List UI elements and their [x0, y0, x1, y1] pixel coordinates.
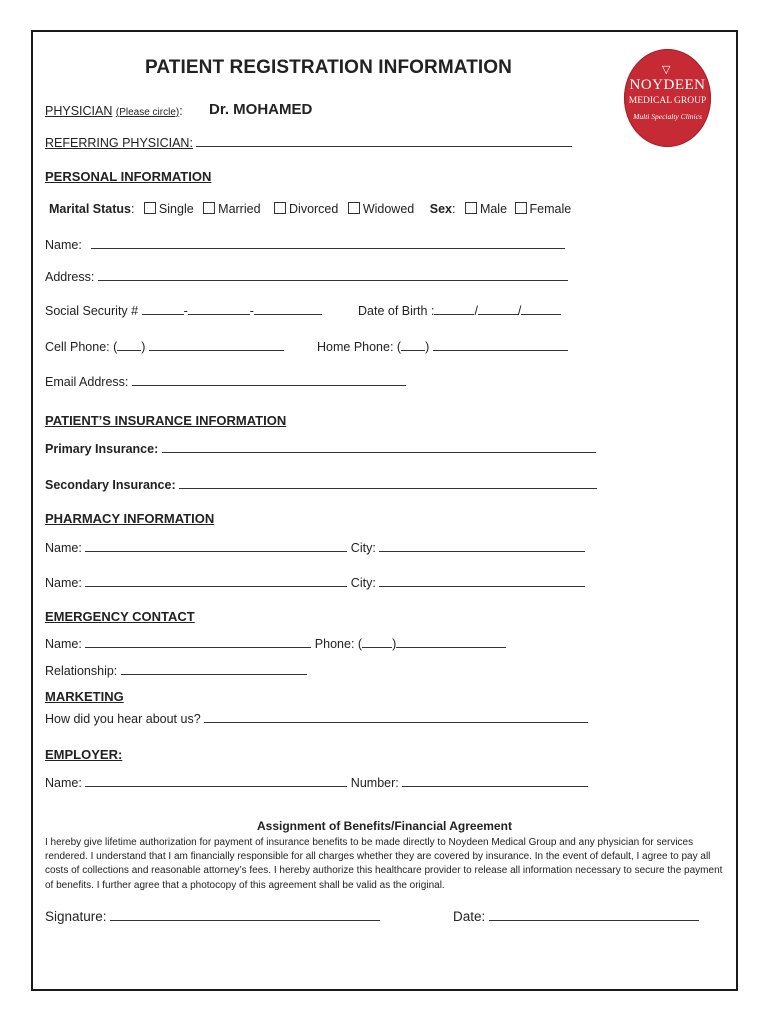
home-area-code[interactable]	[401, 338, 425, 351]
emergency-name-field[interactable]	[85, 635, 311, 648]
dob-row: Date of Birth : / /	[358, 302, 561, 318]
referring-field[interactable]	[196, 134, 572, 147]
secondary-insurance-field[interactable]	[179, 476, 597, 489]
secondary-insurance-label: Secondary Insurance:	[45, 478, 176, 492]
marketing-question: How did you hear about us?	[45, 712, 201, 726]
dob-label: Date of Birth :	[358, 304, 435, 318]
single-option: Single	[158, 202, 194, 216]
male-option: Male	[479, 202, 508, 216]
dob-day[interactable]	[478, 302, 518, 315]
pharmacy-heading: PHARMACY INFORMATION	[45, 511, 215, 526]
physician-name[interactable]: Dr. MOHAMED	[209, 101, 313, 118]
ssn-row: Social Security # - -	[45, 302, 322, 318]
dob-year[interactable]	[521, 302, 561, 315]
employer-number-field[interactable]	[402, 774, 588, 787]
physician-note: (Please circle)	[115, 107, 180, 118]
address-row	[45, 268, 568, 284]
marital-row: Marital Status: Single Married Divorced Widowed Sex: Male Female	[49, 202, 572, 216]
pharmacy-name-field-2[interactable]	[85, 574, 347, 587]
cell-area-code[interactable]	[117, 338, 141, 351]
relationship-label: Relationship:	[45, 664, 118, 678]
emergency-name-label: Name:	[45, 637, 82, 651]
ssn-field-2[interactable]	[188, 302, 250, 315]
physician-label: PHYSICIAN	[45, 104, 113, 118]
pharmacy-name-label-2: Name:	[45, 576, 82, 590]
cell-number[interactable]	[149, 338, 284, 351]
signature-row	[45, 908, 380, 924]
dob-month[interactable]	[434, 302, 474, 315]
logo-mark-icon: ▽	[662, 64, 671, 76]
logo-line3: Multi Specialty Clinics	[633, 112, 702, 121]
emergency-heading: EMERGENCY CONTACT	[45, 609, 195, 624]
employer-row	[45, 774, 588, 790]
pharmacy-city-label-1: City:	[350, 541, 376, 555]
referring-label: REFERRING PHYSICIAN:	[45, 136, 193, 150]
logo-line2: MEDICAL GROUP	[628, 96, 707, 106]
secondary-insurance-row	[45, 476, 597, 492]
female-option: Female	[529, 202, 572, 216]
employer-name-label: Name:	[45, 776, 82, 790]
employer-number-label: Number:	[350, 776, 399, 790]
marketing-field[interactable]	[204, 710, 588, 723]
widowed-checkbox[interactable]	[348, 202, 360, 214]
female-checkbox[interactable]	[515, 202, 527, 214]
relationship-row	[45, 662, 307, 678]
name-field[interactable]	[91, 236, 565, 249]
pharmacy-row-1	[45, 539, 585, 555]
agreement-text: I hereby give lifetime authorization for payment of insurance benefits to be made directly to Noydeen Medical Group and any physician for services rendered. I understand that I am financially responsible for all charges whether they are covered by insurance. In the event of default, I agree to pay all costs of collections and reasonable attorney’s fees. I hereby authorize this healthcare provider to release all information necessary to secure the payment of benefits. I further agree that a photocopy of this agreement shall be valid as the original.	[45, 837, 723, 891]
marital-label: Marital Status	[49, 202, 131, 216]
divorced-option: Divorced	[289, 202, 339, 216]
home-label: Home Phone:	[317, 340, 394, 354]
date-row	[453, 908, 699, 924]
employer-heading: EMPLOYER:	[45, 747, 123, 762]
ssn-label: Social Security #	[45, 304, 139, 318]
referring-row	[45, 134, 572, 150]
email-field[interactable]	[132, 373, 406, 386]
pharmacy-name-label-1: Name:	[45, 541, 82, 555]
cell-label: Cell Phone:	[45, 340, 110, 354]
emergency-area-code[interactable]	[362, 635, 392, 648]
primary-insurance-field[interactable]	[162, 440, 596, 453]
relationship-field[interactable]	[121, 662, 307, 675]
physician-row	[45, 104, 183, 118]
employer-name-field[interactable]	[85, 774, 347, 787]
email-label: Email Address:	[45, 375, 129, 389]
noydeen-logo	[624, 49, 711, 147]
pharmacy-name-field-1[interactable]	[85, 539, 347, 552]
name-row	[45, 236, 565, 252]
address-label: Address:	[45, 270, 95, 284]
ssn-field-3[interactable]	[254, 302, 322, 315]
physician-colon: :	[179, 104, 183, 118]
agreement-heading: Assignment of Benefits/Financial Agreement	[257, 819, 512, 833]
sex-label: Sex	[429, 202, 452, 216]
married-checkbox[interactable]	[203, 202, 215, 214]
cell-phone-row: Cell Phone: ( )	[45, 338, 284, 354]
personal-heading: PERSONAL INFORMATION	[45, 169, 212, 184]
home-phone-row: Home Phone: ( )	[317, 338, 568, 354]
married-option: Married	[218, 202, 261, 216]
single-checkbox[interactable]	[144, 202, 156, 214]
emergency-phone-field[interactable]	[396, 635, 506, 648]
pharmacy-city-label-2: City:	[350, 576, 376, 590]
home-number[interactable]	[433, 338, 568, 351]
logo-line1: NOYDEEN	[629, 77, 706, 93]
marketing-heading: MARKETING	[45, 689, 124, 704]
emergency-row: Name: Phone: ( )	[45, 635, 506, 651]
form-title: PATIENT REGISTRATION INFORMATION	[145, 57, 512, 78]
pharmacy-row-2	[45, 574, 585, 590]
widowed-option: Widowed	[362, 202, 415, 216]
pharmacy-city-field-2[interactable]	[379, 574, 585, 587]
pharmacy-city-field-1[interactable]	[379, 539, 585, 552]
insurance-heading: PATIENT’S INSURANCE INFORMATION	[45, 413, 287, 428]
signature-label: Signature:	[45, 909, 107, 924]
date-field[interactable]	[489, 908, 699, 921]
email-row	[45, 373, 406, 389]
primary-insurance-row	[45, 440, 596, 456]
male-checkbox[interactable]	[465, 202, 477, 214]
emergency-phone-label: Phone:	[314, 637, 355, 651]
marketing-row	[45, 710, 588, 726]
name-label: Name:	[45, 238, 82, 252]
ssn-field-1[interactable]	[142, 302, 184, 315]
signature-field[interactable]	[110, 908, 380, 921]
primary-insurance-label: Primary Insurance:	[45, 442, 159, 456]
divorced-checkbox[interactable]	[274, 202, 286, 214]
date-label: Date:	[453, 909, 486, 924]
address-field[interactable]	[98, 268, 568, 281]
